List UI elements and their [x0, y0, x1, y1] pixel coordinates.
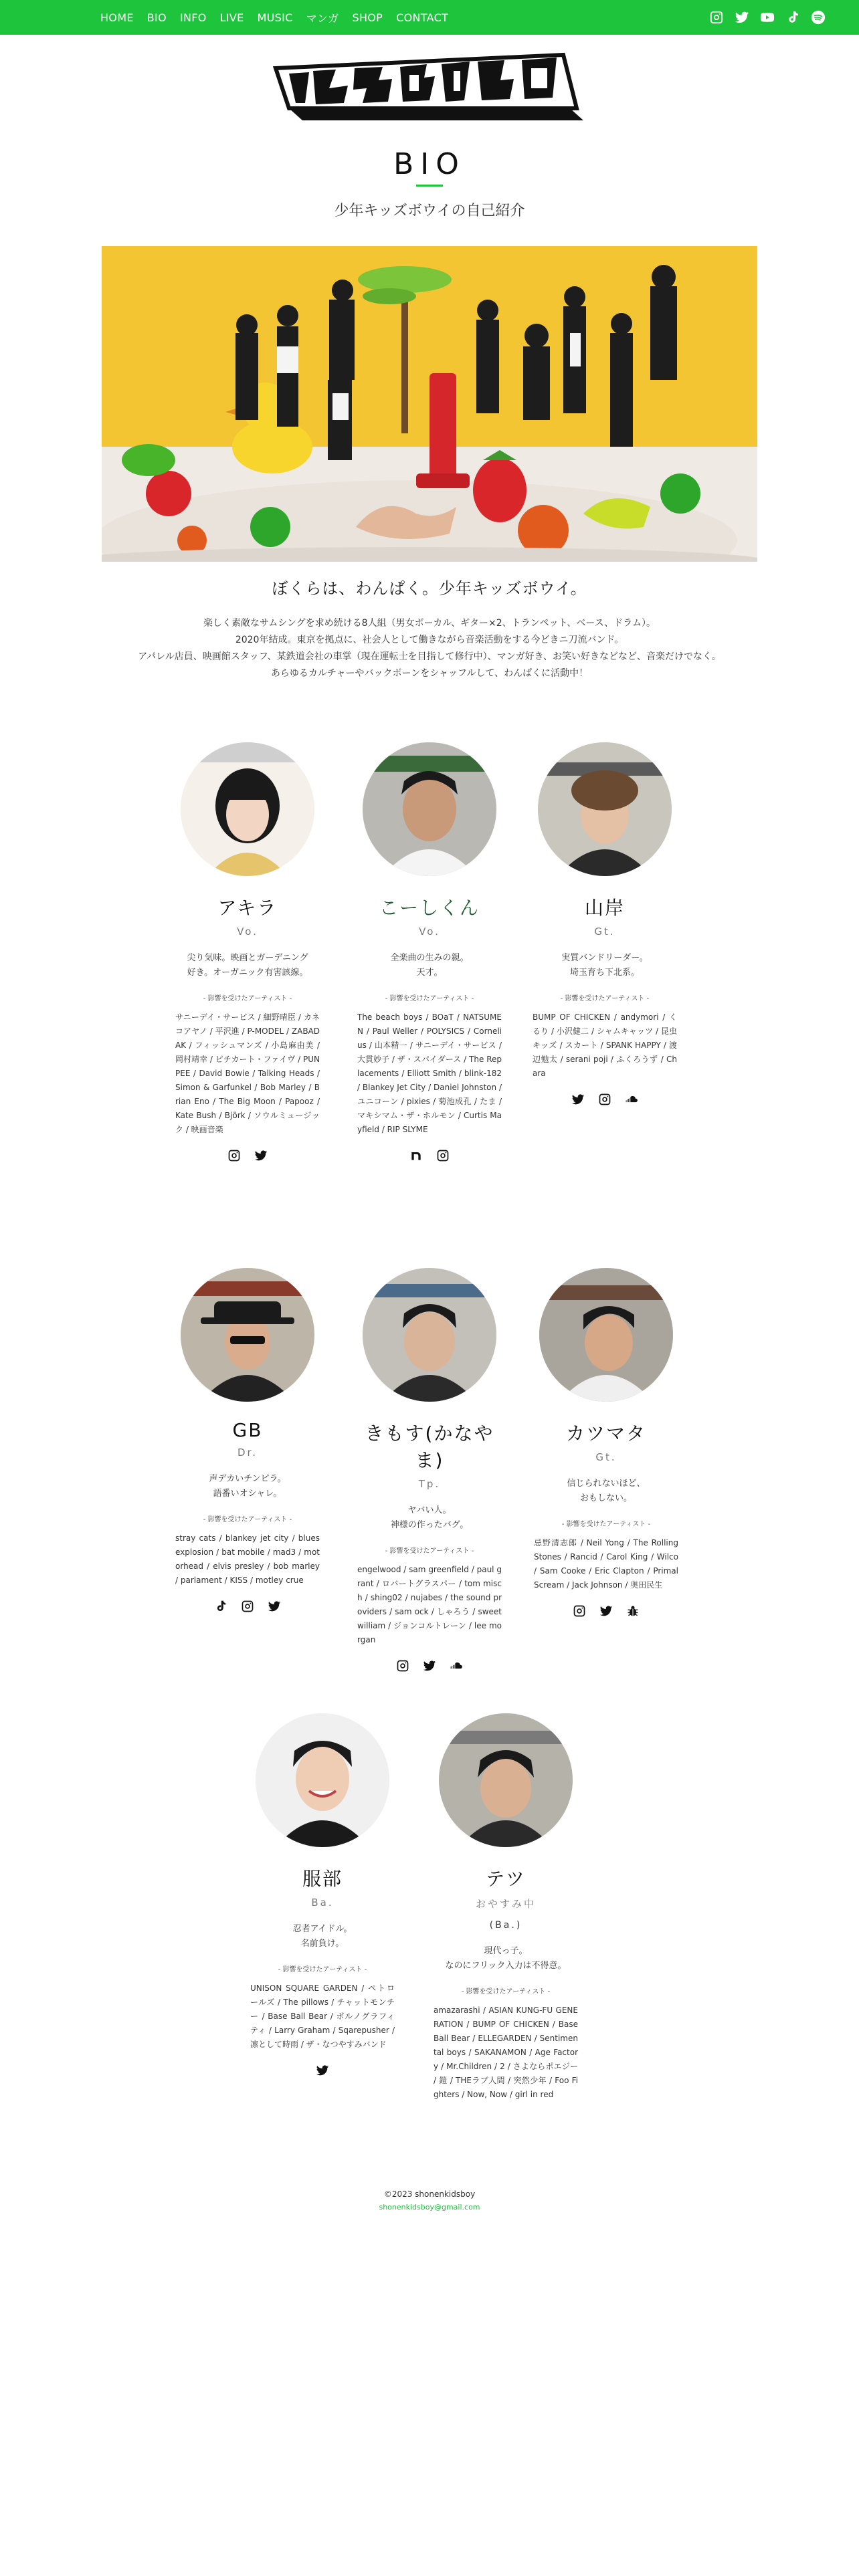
- description-line: 全楽曲の生みの親。: [390, 953, 469, 963]
- bug-icon[interactable]: [626, 1604, 640, 1618]
- band-tagline: ぼくらは、わんぱく。少年キッズボウイ。: [272, 579, 587, 598]
- member-description: [174, 1472, 321, 1501]
- member-social-links: [531, 1093, 678, 1106]
- youtube-icon[interactable]: [760, 10, 775, 25]
- member-social-links: [356, 1659, 503, 1673]
- nav-link-contact[interactable]: CONTACT: [396, 11, 449, 24]
- influences-heading: - 影響を受けたアーティスト -: [385, 995, 474, 1002]
- influences-heading: - 影響を受けたアーティスト -: [203, 1516, 292, 1523]
- member-card-tetsu: [432, 1713, 579, 2102]
- member-role: おやすみ中: [475, 1898, 536, 1910]
- member-social-links: [174, 1600, 321, 1613]
- member-role: Dr.: [237, 1446, 258, 1459]
- member-name: 服部: [302, 1868, 343, 1890]
- influences-list: BUMP OF CHICKEN / andymori / くるり / 小沢健二 / シャムキャッツ / 昆虫キッズ / スカート / SPANK HAPPY / 渡辺勉太 / serani poji / ふくろうず / Chara: [533, 1012, 677, 1078]
- member-card-yamagishi: [531, 742, 678, 1106]
- member-photo: [181, 742, 314, 876]
- twitter-icon[interactable]: [254, 1149, 268, 1162]
- intro-line: 楽しく素敵なサムシングを求め続ける8人組（男女ボーカル、ギター×2、トランペット、ベース、ドラム）。: [203, 618, 656, 629]
- member-role-secondary: (Ba.): [489, 1920, 522, 1931]
- influences-list: The beach boys / BOaT / NATSUMEN / Paul Weller / POLYSICS / Cornelius / 山本精一 / サニーデイ・サービス / 大貫妙子 / ザ・スパイダース / The Replacements / Elliott Smith / blink-182 / Blankey Jet City / Daniel Johnston / ユニコーン / pixies / 菊池成孔 / たま / マキシマム・ザ・ホルモン / Curtis Mayfield / RIP SLYME: [357, 1012, 502, 1134]
- member-card-akira: [174, 742, 321, 1162]
- instagram-icon[interactable]: [709, 10, 724, 25]
- nav-link-info[interactable]: INFO: [179, 11, 207, 24]
- member-photo: [363, 1268, 496, 1402]
- description-line: 埼玉育ち下北系。: [569, 968, 640, 978]
- member-role: Ba.: [311, 1897, 334, 1909]
- member-name: GB: [232, 1419, 263, 1441]
- nav-link-shop[interactable]: SHOP: [352, 11, 383, 24]
- member-social-links: [249, 2064, 396, 2077]
- member-card-koshikun: [356, 742, 503, 1162]
- soundcloud-icon[interactable]: [625, 1093, 638, 1106]
- description-line: 声デカいチンピラ。: [209, 1474, 286, 1484]
- nav-link-live[interactable]: LIVE: [219, 11, 244, 24]
- member-social-links: [174, 1149, 321, 1162]
- member-social-links: [533, 1604, 680, 1618]
- member-description: [531, 951, 678, 980]
- member-card-katsumata: [533, 1268, 680, 1618]
- twitter-icon[interactable]: [316, 2064, 329, 2077]
- tiktok-icon[interactable]: [785, 10, 800, 25]
- description-line: 語番いオシャレ。: [213, 1489, 282, 1499]
- description-line: おもしない。: [579, 1493, 632, 1503]
- description-line: ヤバい人。: [407, 1505, 452, 1515]
- influences-heading: - 影響を受けたアーティスト -: [203, 995, 292, 1002]
- description-line: 尖り気味。映画とガーデニング: [187, 953, 308, 963]
- description-line: 実質バンドリーダー。: [561, 953, 648, 963]
- nav-link-home[interactable]: HOME: [100, 11, 134, 24]
- description-line: 天才。: [416, 968, 443, 978]
- nav-social-links: [709, 0, 826, 35]
- influences-list: UNISON SQUARE GARDEN / ペトロールズ / The pillows / チャットモンチー / Base Ball Bear / ボルノグラフィティ / Larry Graham / Sqarepusher / 凛として時雨 / ザ・なつやすみバンド: [250, 1983, 395, 2049]
- member-photo: [256, 1713, 389, 1847]
- member-role: Gt.: [594, 926, 615, 938]
- influences-list: engelwood / sam greenfield / paul grant / ロバートグラスパー / tom misch / shing02 / nujabes / the sound providers / sam ock / しゃろう / sweet william / ジョンコルトレーン / lee morgan: [357, 1565, 502, 1644]
- footer-copyright: ©2023 shonenkidsboy: [383, 2189, 476, 2199]
- description-line: 忍者アイドル。: [292, 1924, 353, 1934]
- member-card-hattori: [249, 1713, 396, 2077]
- member-name: カツマタ: [565, 1422, 646, 1444]
- nav-links: [100, 0, 448, 35]
- instagram-icon[interactable]: [598, 1093, 611, 1106]
- instagram-icon[interactable]: [396, 1659, 409, 1673]
- band-introduction: [100, 615, 759, 682]
- member-name: こーしくん: [379, 897, 480, 919]
- member-social-links: [356, 1149, 503, 1162]
- member-name: きもす(かなやま): [365, 1422, 494, 1471]
- note-icon[interactable]: [409, 1149, 423, 1162]
- influences-list: stray cats / blankey jet city / blues explosion / bat mobile / mad3 / motorhead / elvis presley / bob marley / parlament / KISS / motley crue: [175, 1533, 320, 1585]
- influences-list: 忌野清志郎 / Neil Yong / The Rolling Stones / Rancid / Carol King / Wilco / Sam Cooke / Eric Clapton / Primal Scream / Jack Johnson / 奥田民生: [534, 1538, 678, 1590]
- member-name: テツ: [486, 1868, 526, 1890]
- member-name: 山岸: [584, 897, 625, 919]
- spotify-icon[interactable]: [811, 10, 826, 25]
- twitter-icon[interactable]: [268, 1600, 281, 1613]
- instagram-icon[interactable]: [436, 1149, 450, 1162]
- description-line: なのにフリック入力は不得意。: [445, 1961, 567, 1971]
- instagram-icon[interactable]: [241, 1600, 254, 1613]
- member-description: [533, 1477, 680, 1506]
- twitter-icon[interactable]: [423, 1659, 436, 1673]
- footer-email-link[interactable]: shonenkidsboy@gmail.com: [379, 2203, 480, 2212]
- influences-heading: - 影響を受けたアーティスト -: [278, 1966, 367, 1973]
- page-subtitle: 少年キッズボウイの自己紹介: [334, 203, 525, 219]
- description-line: 好き。オーガニック有害該線。: [187, 968, 308, 978]
- member-photo: [538, 742, 672, 876]
- influences-heading: - 影響を受けたアーティスト -: [560, 995, 650, 1002]
- member-role: Gt.: [595, 1451, 617, 1463]
- twitter-icon[interactable]: [735, 10, 749, 25]
- intro-line: アパレル店員、映画館スタッフ、某鉄道会社の車掌（現在運転士を目指して修行中）、マンガ好き、お笑い好きなどなど、音楽だけでなく。: [138, 651, 721, 662]
- tiktok-icon[interactable]: [214, 1600, 227, 1613]
- twitter-icon[interactable]: [571, 1093, 585, 1106]
- nav-link-manga[interactable]: マンガ: [306, 11, 339, 25]
- member-role: Tp.: [418, 1478, 441, 1490]
- member-description: [249, 1922, 396, 1951]
- member-photo: [439, 1713, 573, 1847]
- description-line: 信じられないほど、: [567, 1479, 646, 1489]
- title-underline: [416, 185, 443, 187]
- description-line: 名前負け。: [300, 1939, 345, 1949]
- instagram-icon[interactable]: [227, 1149, 241, 1162]
- instagram-icon[interactable]: [573, 1604, 586, 1618]
- nav-link-bio[interactable]: BIO: [147, 11, 167, 24]
- member-description: [356, 951, 503, 980]
- member-photo: [181, 1268, 314, 1402]
- member-description: [356, 1503, 503, 1533]
- member-role: Vo.: [237, 926, 258, 938]
- influences-heading: - 影響を受けたアーティスト -: [385, 1547, 474, 1555]
- member-role: Vo.: [419, 926, 440, 938]
- influences-heading: - 影響を受けたアーティスト -: [461, 1988, 551, 1996]
- member-description: [174, 951, 321, 980]
- member-name: アキラ: [217, 897, 278, 919]
- member-card-gb: [174, 1268, 321, 1613]
- influences-heading: - 影響を受けたアーティスト -: [561, 1521, 651, 1528]
- intro-line: あらゆるカルチャーやバックボーンをシャッフルして、わんぱくに活動中！: [270, 668, 589, 679]
- nav-link-music[interactable]: MUSIC: [257, 11, 293, 24]
- member-description: [432, 1944, 579, 1973]
- intro-line: 2020年結成。東京を拠点に、社会人として働きながら音楽活動をする今どきニ刀流バンド。: [235, 635, 624, 645]
- band-photo: [102, 246, 757, 562]
- top-nav-bar: [0, 0, 859, 35]
- band-logo[interactable]: [269, 41, 590, 124]
- soundcloud-icon[interactable]: [450, 1659, 463, 1673]
- influences-list: amazarashi / ASIAN KUNG-FU GENERATION / BUMP OF CHICKEN / Base Ball Bear / ELLEGARDEN / Sentimental boys / SAKANAMON / Age Factory / Mr.Children / 2 / さよならポエジー / 鎧 / THEラブ人間 / 突然少年 / Foo Fighters / Now, Now / girl in red: [434, 2006, 578, 2099]
- member-card-kimosu: [356, 1268, 503, 1673]
- twitter-icon[interactable]: [599, 1604, 613, 1618]
- page-title: BIO: [393, 147, 466, 181]
- member-photo: [363, 742, 496, 876]
- member-photo: [539, 1268, 673, 1402]
- description-line: 神様の作ったバグ。: [390, 1520, 469, 1530]
- influences-list: サニーデイ・サービス / 細野晴臣 / カネコアヤノ / 平沢進 / P-MODEL / ZABADAK / フィッシュマンズ / 小島麻由美 / 岡村靖幸 / ピチカート・ファイヴ / PUNPEE / David Bowie / Talking Heads / Simon & Garfunkel / Bob Marley / Brian Eno / The Big Moon / Papooz / Kate Bush / Björk / ソウルミュージック / 映画音楽: [175, 1012, 320, 1134]
- description-line: 現代っ子。: [484, 1946, 528, 1956]
